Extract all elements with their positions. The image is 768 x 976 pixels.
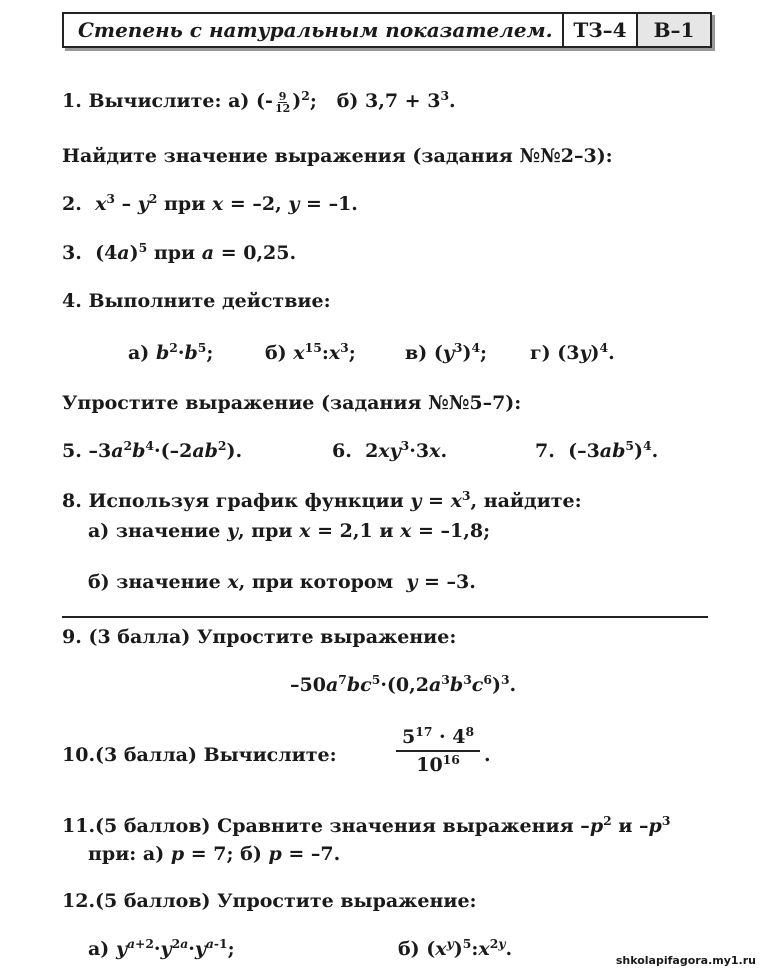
question-6: 6. $2xy^3\cdot 3x$.	[332, 438, 448, 462]
q4-b: б) $x^{15}:x^3$;	[265, 340, 356, 364]
q12-a: а) $y^{a+2}\cdot y^{2a}\cdot y^{a-1}$;	[88, 936, 235, 960]
intro-2-3: Найдите значение выражения (задания №№2–3):	[62, 145, 613, 167]
q1-fraction: $\frac{9}{12}$	[274, 89, 291, 115]
q12-b: б) $(x^y)^5:x^{2y}$.	[398, 936, 513, 960]
section-divider	[62, 616, 708, 618]
q4-a: а) $b^2\cdot b^5$;	[128, 340, 214, 364]
question-4: 4. Выполните действие:	[62, 290, 331, 312]
q1-a-label: а)	[228, 90, 250, 112]
question-9: 9. (3 балла) Упростите выражение:	[62, 626, 457, 648]
header-box	[62, 12, 712, 48]
q1-label: 1. Вычислите:	[62, 90, 222, 112]
q10-period: .	[484, 744, 491, 766]
question-7: 7. $(-3ab^5)^4$.	[535, 438, 659, 462]
q4-c: в) $(y^3)^4$;	[405, 340, 488, 364]
variant-label: В–1	[638, 14, 710, 46]
q10-fraction: $\frac{5^{17} \cdot 4^8}{10^{16}}$	[396, 726, 480, 776]
q1-b-expr: 3,7 + 3	[365, 90, 441, 112]
q11-line2: при: а) p = 7; б) p = –7.	[88, 843, 341, 865]
question-3: 3. $(4a)^5$ при a = 0,25.	[62, 240, 297, 264]
question-2: 2. $x^3 - y^2$ при x = –2, y = –1.	[62, 191, 358, 215]
q8-a: а) значение y, при x = 2,1 и x = –1,8;	[88, 520, 491, 542]
question-12: 12.(5 баллов) Упростите выражение:	[62, 890, 477, 912]
q4-d: г) $(3y)^4$.	[530, 340, 615, 364]
test-code: ТЗ–4	[564, 14, 638, 46]
question-1: 1. Вычислите: а) (- $\frac{9}{12}$ )$^2$; б) $3,7 + 3^3$.	[62, 88, 456, 115]
question-11: 11.(5 баллов) Сравните значения выражения $-p^2$ и $-p^3$	[62, 813, 671, 837]
worksheet-title: Степень с натуральным показателем.	[64, 14, 564, 46]
intro-5-7: Упростите выражение (задания №№5–7):	[62, 392, 522, 414]
q1-b-label: б)	[336, 90, 359, 112]
watermark: shkolapifagora.my1.ru	[615, 954, 756, 967]
question-5: 5. $-3a^2b^4\cdot(-2ab^2)$.	[62, 438, 243, 462]
question-10: 10.(3 балла) Вычислите:	[62, 744, 337, 766]
q8-b: б) значение x, при котором y = –3.	[88, 571, 476, 593]
question-8: 8. Используя график функции $y = x^3$, найдите:	[62, 488, 582, 512]
q9-expression: $-50a^7bc^5\cdot(0,2a^3b^3c^6)^3$.	[290, 672, 517, 696]
